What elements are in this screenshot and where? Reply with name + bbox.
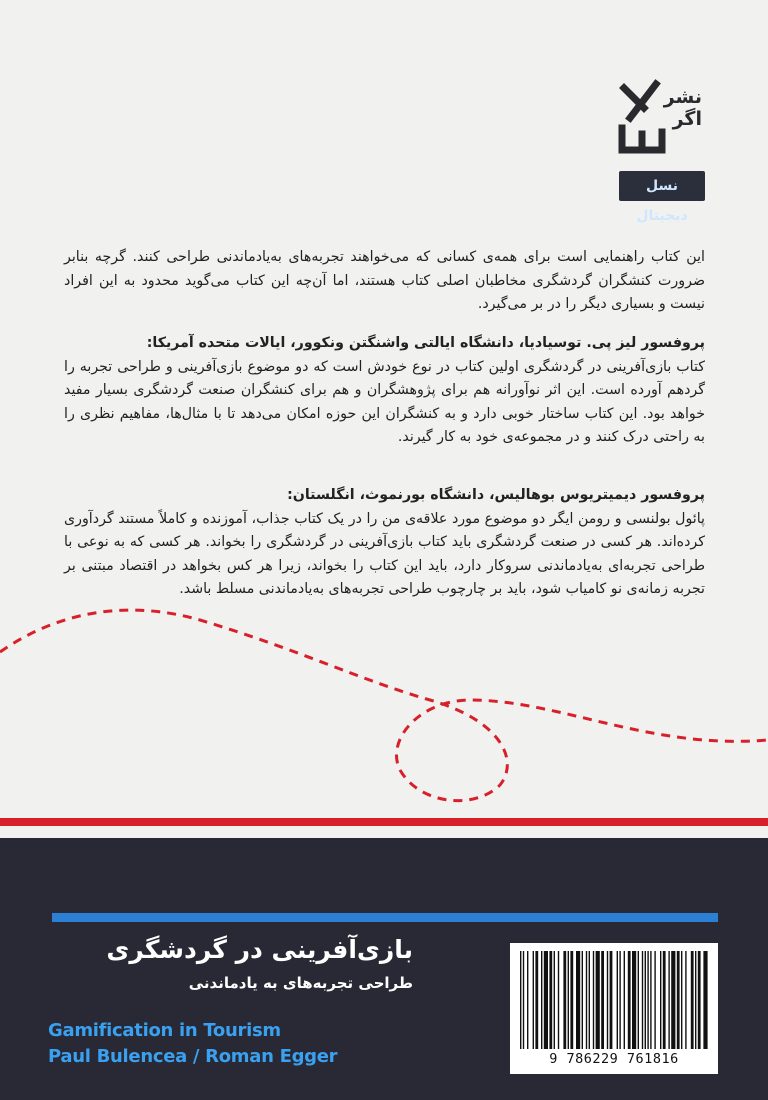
review-2	[64, 484, 705, 602]
barcode-bar	[619, 951, 620, 1049]
barcode-bar	[586, 951, 587, 1049]
barcode-bar	[647, 951, 648, 1049]
review-2-author: پروفسور دیمیتریوس بوهالیس، دانشگاه بورنموث، انگلستان:	[287, 487, 705, 503]
isbn-number: 9 786229 761816	[549, 1051, 679, 1067]
barcode-bar	[554, 951, 555, 1049]
barcode-bar	[642, 951, 643, 1049]
publisher-logo	[612, 78, 702, 158]
barcode-bar	[650, 951, 651, 1049]
barcode-bar	[596, 951, 600, 1049]
barcode-bar	[527, 951, 528, 1049]
barcode-bar	[668, 951, 669, 1049]
book-title-fa: بازی‌آفرینی در گردشگری	[106, 935, 413, 964]
barcode-bar	[671, 951, 675, 1049]
publisher-name	[658, 86, 702, 130]
barcode-bar	[563, 951, 566, 1049]
review-1-text: کتاب بازی‌آفرینی در گردشگری اولین کتاب در نوع خودش است که دو موضوع بازی‌آفرینی و طراحی تجربه را گردهم آورده است. این اثر نوآورانه هم برای پژوهشگران و هم برای کنشگران صنعت گردشگری بسیار مفید خواهد بود. این کتاب ساختار خوبی دارد و به کنشگران این حوزه امکان می‌دهد تا با مثال‌ها، مفاهیم نظری را به راحتی درک کنند و در مجموعه‌ی خود به کار گیرند.	[64, 358, 705, 446]
barcode-bar	[601, 951, 604, 1049]
barcode-bar	[638, 951, 639, 1049]
barcode-bar	[589, 951, 590, 1049]
barcode-bar	[632, 951, 636, 1049]
barcode-bar	[576, 951, 580, 1049]
barcode-bars	[520, 951, 708, 1049]
barcode-bar	[685, 951, 686, 1049]
barcode-bar	[695, 951, 696, 1049]
barcode-bar	[617, 951, 618, 1049]
barcode-bar	[654, 951, 655, 1049]
barcode-bar	[628, 951, 631, 1049]
publisher-name-line2: اگر	[672, 108, 702, 130]
barcode-bar	[568, 951, 569, 1049]
barcode-bar	[558, 951, 559, 1049]
barcode-bar	[582, 951, 583, 1049]
barcode-bar	[607, 951, 608, 1049]
dashed-path-decoration	[0, 600, 768, 840]
barcode-bar	[541, 951, 542, 1049]
barcode-bar	[544, 951, 548, 1049]
barcode-bar	[698, 951, 701, 1049]
intro-text: این کتاب راهنمایی است برای همه‌ی کسانی که می‌خواهند تجربه‌های به‌یادماندنی طراحی کنند. گرچه بنابر ضرورت کنشگران گردشگری مخاطبان اصلی کتاب هستند، اما آن‌چه این کتاب می‌گوید محدود به این افراد نیست و بسیاری دیگر را در بر می‌گیرد.	[64, 249, 705, 313]
barcode-bar	[660, 951, 661, 1049]
red-divider	[0, 818, 768, 826]
barcode-bar	[703, 951, 707, 1049]
barcode-bar	[520, 951, 521, 1049]
series-badge: نسل دیجیتال	[619, 171, 705, 201]
barcode-bar	[610, 951, 613, 1049]
review-1-author: پروفسور لیز پی. توسیادیا، دانشگاه ایالتی واشنگتن ونکوور، ایالات متحده آمریکا:	[146, 335, 705, 351]
barcode-bar	[523, 951, 524, 1049]
barcode-bar	[593, 951, 594, 1049]
review-2-text: پائول بولنسی و رومن ایگر دو موضوع مورد علاقه‌ی من را در یک کتاب جذاب، آموزنده و کاملاً مستند گردآوری کرده‌اند. هر کسی در صنعت گردشگری باید کتاب بازی‌آفرینی در گردشگری را بخواند. هر کسی که به نوعی با طراحی تجربه‌ای به‌یادماندنی سروکار دارد، باید این کتاب را بخواند، زیرا هر کس بخواهد در اقتصاد مبتنی بر تجربه زمانه‌ی نو کامیاب شود، باید بر چارچوب طراحی تجربه‌های به‌یادماندنی مسلط باشد.	[64, 510, 705, 598]
book-title-en: Gamification in Tourism	[48, 1020, 281, 1041]
barcode-bar	[663, 951, 666, 1049]
barcode-bar	[691, 951, 694, 1049]
barcode-bar	[533, 951, 534, 1049]
book-subtitle-fa: طراحی تجربه‌های به یادماندنی	[188, 974, 413, 992]
barcode-bar	[549, 951, 552, 1049]
barcode-bar	[677, 951, 680, 1049]
barcode-bar	[624, 951, 625, 1049]
intro-paragraph	[64, 246, 705, 317]
book-authors-en: Paul Bulencea / Roman Egger	[48, 1046, 338, 1067]
barcode-bar	[535, 951, 538, 1049]
publisher-name-line1: نشر	[663, 86, 702, 108]
isbn-barcode	[510, 943, 718, 1074]
barcode-bar	[645, 951, 646, 1049]
barcode-bar	[570, 951, 573, 1049]
review-1	[64, 332, 705, 450]
blue-divider	[52, 913, 718, 922]
barcode-bar	[681, 951, 682, 1049]
